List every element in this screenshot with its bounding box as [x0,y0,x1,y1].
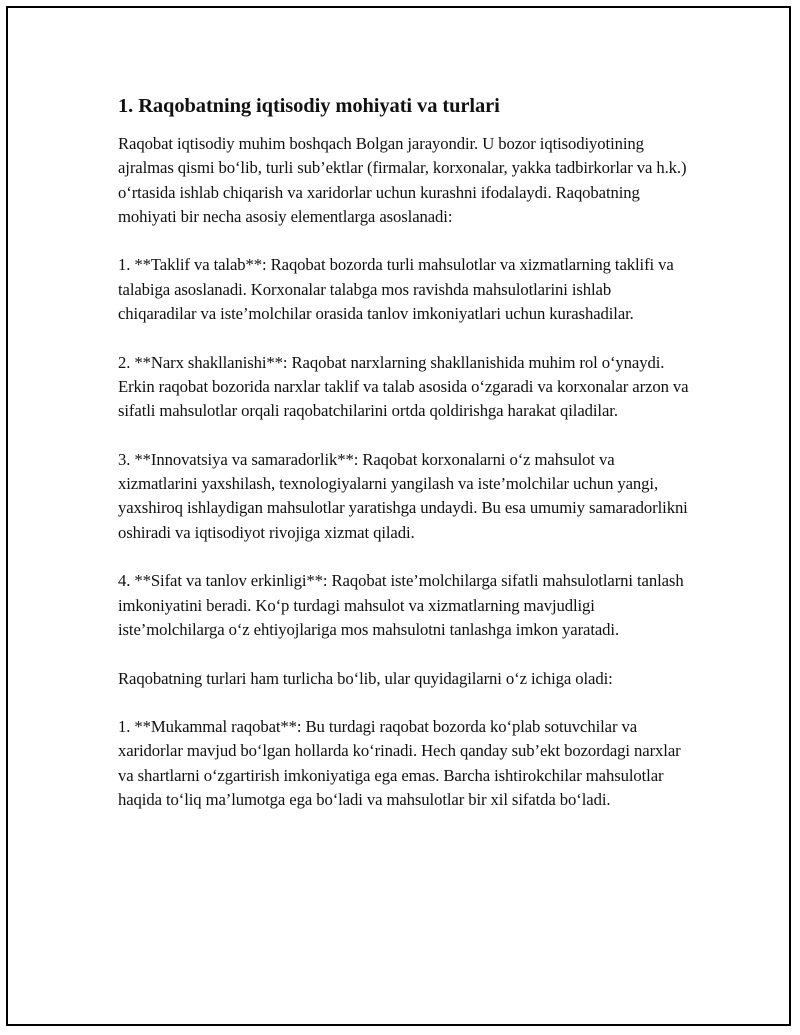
document-body [118,93,693,837]
paragraph-price-formation: 2. **Narx shakllanishi**: Raqobat narxlarning shakllanishida muhim rol o‘ynaydi. Erkin raqobat bozorida narxlar taklif va talab asosida o‘zgaradi va korxonalar arzon va sifatli mahsulotlar orqali raqobatchilarini ortda qoldirishga harakat qiladilar. [118,352,689,421]
paragraph-types-intro: Raqobatning turlari ham turlicha bo‘lib, ular quyidagilarni o‘z ichiga oladi: [118,668,613,688]
paragraph-intro: Raqobat iqtisodiy muhim boshqach Bolgan jarayondir. U bozor iqtisodiyotining ajralmas qismi bo‘lib, turli sub’ektlar (firmalar, korxonalar, yakka tadbirkorlar va h.k.) o‘rtasida ishlab chiqarish va xaridorlar uchun kurashni ifodalaydi. Raqobatning mohiyati bir necha asosiy elementlarga asoslanadi: [118,134,687,226]
paragraph-supply-demand: 1. **Taklif va talab**: Raqobat bozorda turli mahsulotlar va xizmatlarning taklifi va talabiga asoslanadi. Korxonalar talabga mos ravishda mahsulotlarini ishlab chiqaradilar va iste’molchilar orasida tanlov imkoniyatlari uchun kurashadilar. [118,255,674,324]
paragraph-perfect-competition: 1. **Mukammal raqobat**: Bu turdagi raqobat bozorda ko‘plab sotuvchilar va xaridorlar mavjud bo‘lgan hollarda ko‘rinadi. Hech qanday sub’ekt bozordagi narxlar va shartlarni o‘zgartirish imkoniyatiga ega emas. Barcha ishtirokchilar mahsulotlar haqida to‘liq ma’lumotga ega bo‘ladi va mahsulotlar bir xil sifatda bo‘ladi. [118,717,681,810]
section-heading: 1. Raqobatning iqtisodiy mohiyati va turlari [118,95,500,117]
paragraph-innovation: 3. **Innovatsiya va samaradorlik**: Raqobat korxonalarni o‘z mahsulot va xizmatlarini yaxshilash, texnologiyalarni yangilash va iste’molchilar uchun yangi, yaxshiroq ishlaydigan mahsulotlar yaratishga undaydi. Bu esa umumiy samaradorlikni oshiradi va iqtisodiyot rivojiga xizmat qiladi. [118,449,688,542]
paragraph-quality-choice: 4. **Sifat va tanlov erkinligi**: Raqobat iste’molchilarga sifatli mahsulotlarni tanlash imkoniyatini beradi. Ko‘p turdagi mahsulot va xizmatlarning mavjudligi iste’molchilarga o‘z ehtiyojlariga mos mahsulotni tanlashga imkon yaratadi. [118,571,684,639]
